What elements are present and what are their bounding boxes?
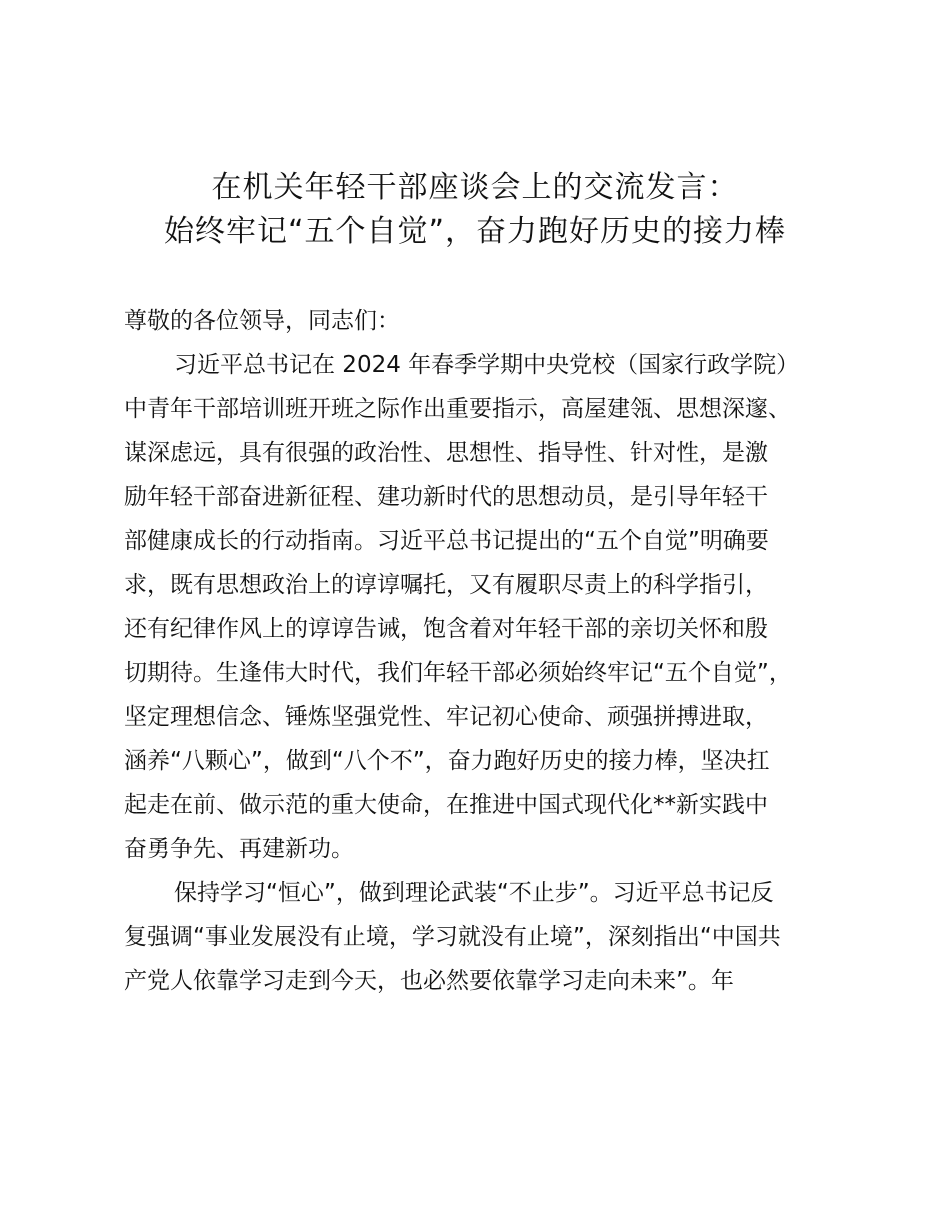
- body-line: 还有纪律作风上的谆谆告诫，饱含着对年轻干部的亲切关怀和殷: [124, 616, 768, 642]
- body-line: 切期待。生逢伟大时代，我们年轻干部必须始终牢记“五个自觉”，: [124, 660, 792, 686]
- title-line-2: 始终牢记“五个自觉”，奋力跑好历史的接力棒: [163, 214, 787, 249]
- body-line: 复强调“事业发展没有止境，学习就没有止境”，深刻指出“中国共: [124, 924, 781, 950]
- body-line: 坚定理想信念、锤炼坚强党性、牢记初心使命、顽强拼搏进取，: [124, 704, 768, 730]
- body-line: 部健康成长的行动指南。习近平总书记提出的“五个自觉”明确要: [124, 528, 769, 554]
- title-line-1: 在机关年轻干部座谈会上的交流发言：: [211, 170, 739, 205]
- body-line: 起走在前、做示范的重大使命，在推进中国式现代化**新实践中: [124, 792, 768, 818]
- body-line: 求，既有思想政治上的谆谆嘱托，又有履职尽责上的科学指引，: [124, 572, 768, 598]
- body-line: 保持学习“恒心”，做到理论武装“不止步”。习近平总书记反: [174, 880, 774, 906]
- body-line: 中青年干部培训班开班之际作出重要指示，高屋建瓴、思想深邃、: [124, 396, 791, 422]
- body-line: 励年轻干部奋进新征程、建功新时代的思想动员，是引导年轻干: [124, 484, 768, 510]
- salutation: 尊敬的各位领导，同志们：: [124, 308, 400, 334]
- body-line: 涵养“八颗心”，做到“八个不”，奋力跑好历史的接力棒，坚决扛: [124, 748, 770, 774]
- body-line: 奋勇争先、再建新功。: [124, 836, 354, 862]
- body-line: 产党人依靠学习走到今天，也必然要依靠学习走向未来”。年: [124, 968, 734, 994]
- body-line: 谋深虑远，具有很强的政治性、思想性、指导性、针对性，是激: [124, 440, 768, 466]
- body-line: 习近平总书记在 2024 年春季学期中央党校（国家行政学院）: [174, 352, 800, 378]
